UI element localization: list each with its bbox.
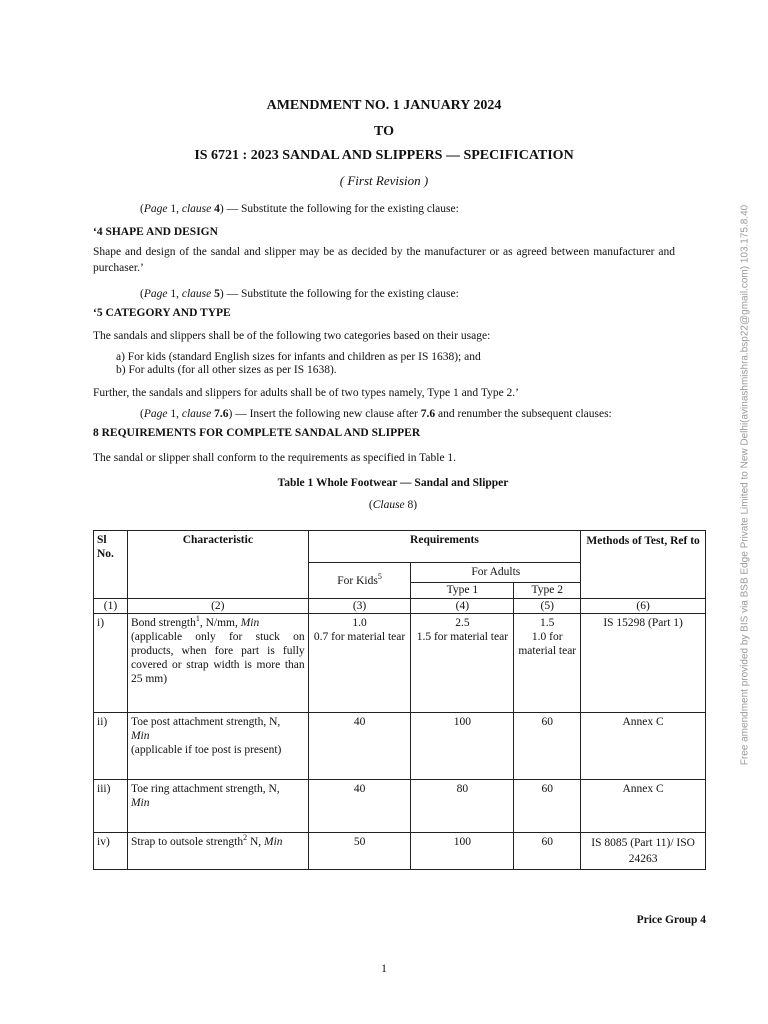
section-heading-5: ‘5 CATEGORY AND TYPE (93, 307, 231, 319)
col-number: (3) (308, 599, 411, 614)
side-watermark-text: Free amendment provided by BIS via BSB Edge Private Limited to New Delhi(avinashmishra.bsp22@gmail.com) 103.175.8.40 (739, 204, 751, 766)
char-unit: , N/mm, (199, 617, 241, 629)
header-sl-no: Sl No. (94, 531, 128, 599)
row-sl: i) (94, 614, 128, 713)
col-number: (5) (514, 599, 581, 614)
clause-ref-num: 8 (407, 499, 414, 511)
char-min: Min (240, 617, 260, 629)
row-kids (308, 614, 411, 713)
table-row (94, 833, 706, 870)
char-note: (applicable only for stuck on products, when fore part is fully covered or strap width is more than 25 mm) (130, 631, 305, 685)
list-item: b) For adults (for all other sizes as per IS 1638). (116, 364, 337, 376)
row-characteristic (127, 780, 308, 833)
col-number: (1) (94, 599, 128, 614)
type1-value: 2.5 (455, 617, 470, 629)
table-clause-ref: (Clause 8) (368, 499, 418, 511)
section-heading-8: 8 REQUIREMENTS FOR COMPLETE SANDAL AND SLIPPER (93, 427, 421, 439)
table-row (94, 614, 706, 713)
char-min: Min (130, 797, 150, 809)
ref-clause-num: 7.6 (214, 408, 229, 420)
amendment-title: AMENDMENT NO. 1 JANUARY 2024 (266, 98, 502, 113)
amendment-ref-3: (Page 1, clause 7.6) — Insert the following new clause after 7.6 and renumber the subsequent clauses: (140, 408, 612, 420)
row-sl: iii) (94, 780, 128, 833)
row-type1: 100 (411, 833, 514, 870)
row-type1: 80 (411, 780, 514, 833)
amendment-ref-1: (Page 1, clause 4) — Substitute the following for the existing clause: (140, 203, 459, 215)
char-main: Toe ring attachment strength, N, (130, 783, 280, 795)
col-number: (2) (127, 599, 308, 614)
col-number: (6) (581, 599, 706, 614)
ref-page-num: 1 (170, 408, 177, 420)
kids-value: 1.0 (352, 617, 367, 629)
row-kids: 40 (308, 713, 411, 780)
type2-note: 1.0 for material tear (518, 631, 577, 657)
table-caption: Table 1 Whole Footwear — Sandal and Slipper (277, 477, 509, 489)
char-main: Strap to outsole strength (130, 836, 244, 848)
section-body-8: The sandal or slipper shall conform to the requirements as specified in Table 1. (93, 452, 457, 464)
ref-page-num: 1 (170, 288, 177, 300)
ref-page-word: Page (143, 288, 168, 300)
col-number: (4) (411, 599, 514, 614)
section-closing-5: Further, the sandals and slippers for adults shall be of two types namely, Type 1 and Type 2.’ (93, 387, 520, 399)
char-min: Min (130, 730, 150, 742)
side-watermark (735, 204, 755, 766)
standard-title: IS 6721 : 2023 SANDAL AND SLIPPERS — SPECIFICATION (194, 148, 574, 163)
row-characteristic (127, 713, 308, 780)
row-type2: 60 (514, 780, 581, 833)
kids-note: 0.7 for material tear (313, 631, 406, 643)
row-type2: 60 (514, 833, 581, 870)
header-for-adults: For Adults (411, 563, 581, 583)
ref-instruction: — Substitute the following for the existing clause: (223, 288, 459, 300)
footnote-ref: 5 (377, 571, 382, 581)
row-method: Annex C (581, 713, 706, 780)
type2-value: 1.5 (540, 617, 555, 629)
revision-label: ( First Revision ) (339, 173, 429, 188)
char-note: (applicable if toe post is present) (130, 744, 282, 756)
ref-instruction: — Substitute the following for the existing clause: (223, 203, 459, 215)
header-type1: Type 1 (411, 583, 514, 599)
char-unit: N, (247, 836, 265, 848)
requirements-table (93, 530, 706, 870)
list-item: a) For kids (standard English sizes for infants and children as per IS 1638); and (116, 351, 481, 363)
footnote-ref: 1 (195, 614, 200, 624)
table-row (94, 780, 706, 833)
row-type2: 60 (514, 713, 581, 780)
row-sl: ii) (94, 713, 128, 780)
amendment-ref-2: (Page 1, clause 5) — Substitute the following for the existing clause: (140, 288, 459, 300)
ref-page-word: Page (143, 203, 168, 215)
price-group: Price Group 4 (636, 914, 706, 926)
type1-note: 1.5 for material tear (416, 631, 509, 643)
column-number-row (94, 599, 706, 614)
page-number: 1 (381, 963, 387, 975)
ref-clause-word: clause (181, 408, 212, 420)
row-method: IS 8085 (Part 11)/ ISO 24263 (581, 833, 706, 870)
row-characteristic (127, 614, 308, 713)
ref-page-word: Page (143, 408, 168, 420)
clause-ref-word: Clause (372, 499, 405, 511)
row-method: Annex C (581, 780, 706, 833)
ref-clause-word: clause (181, 203, 212, 215)
row-sl: iv) (94, 833, 128, 870)
table-row (94, 713, 706, 780)
char-min: Min (264, 836, 283, 848)
char-main: Toe post attachment strength, N, (130, 716, 281, 728)
row-kids: 40 (308, 780, 411, 833)
ref-instruction: — Insert the following new clause after (232, 408, 421, 420)
row-characteristic (127, 833, 308, 870)
char-main: Bond strength (130, 617, 196, 629)
row-type1: 100 (411, 713, 514, 780)
header-requirements: Requirements (308, 531, 581, 563)
footnote-ref: 2 (243, 833, 248, 843)
amendment-to: TO (374, 124, 394, 139)
ref-instruction-clause: 7.6 (420, 408, 436, 420)
row-type1 (411, 614, 514, 713)
ref-instruction-tail: and renumber the subsequent clauses: (435, 408, 612, 420)
for-kids-label: For Kids (337, 574, 378, 587)
row-kids: 50 (308, 833, 411, 870)
header-methods: Methods of Test, Ref to (581, 531, 706, 599)
header-type2: Type 2 (514, 583, 581, 599)
ref-clause-word: clause (181, 288, 212, 300)
section-heading-4: ‘4 SHAPE AND DESIGN (93, 226, 218, 238)
row-type2 (514, 614, 581, 713)
header-characteristic: Characteristic (127, 531, 308, 599)
ref-page-num: 1 (170, 203, 177, 215)
header-for-kids (308, 563, 411, 599)
ref-clause-num: 4 (214, 203, 220, 215)
ref-clause-num: 5 (214, 288, 220, 300)
row-method: IS 15298 (Part 1) (581, 614, 706, 713)
section-body-4: Shape and design of the sandal and slipper may be as decided by the manufacturer or as agreed between manufacturer and purchaser.’ (93, 246, 675, 274)
table-header-row (94, 531, 706, 563)
section-body-5: The sandals and slippers shall be of the following two categories based on their usage: (93, 330, 491, 342)
